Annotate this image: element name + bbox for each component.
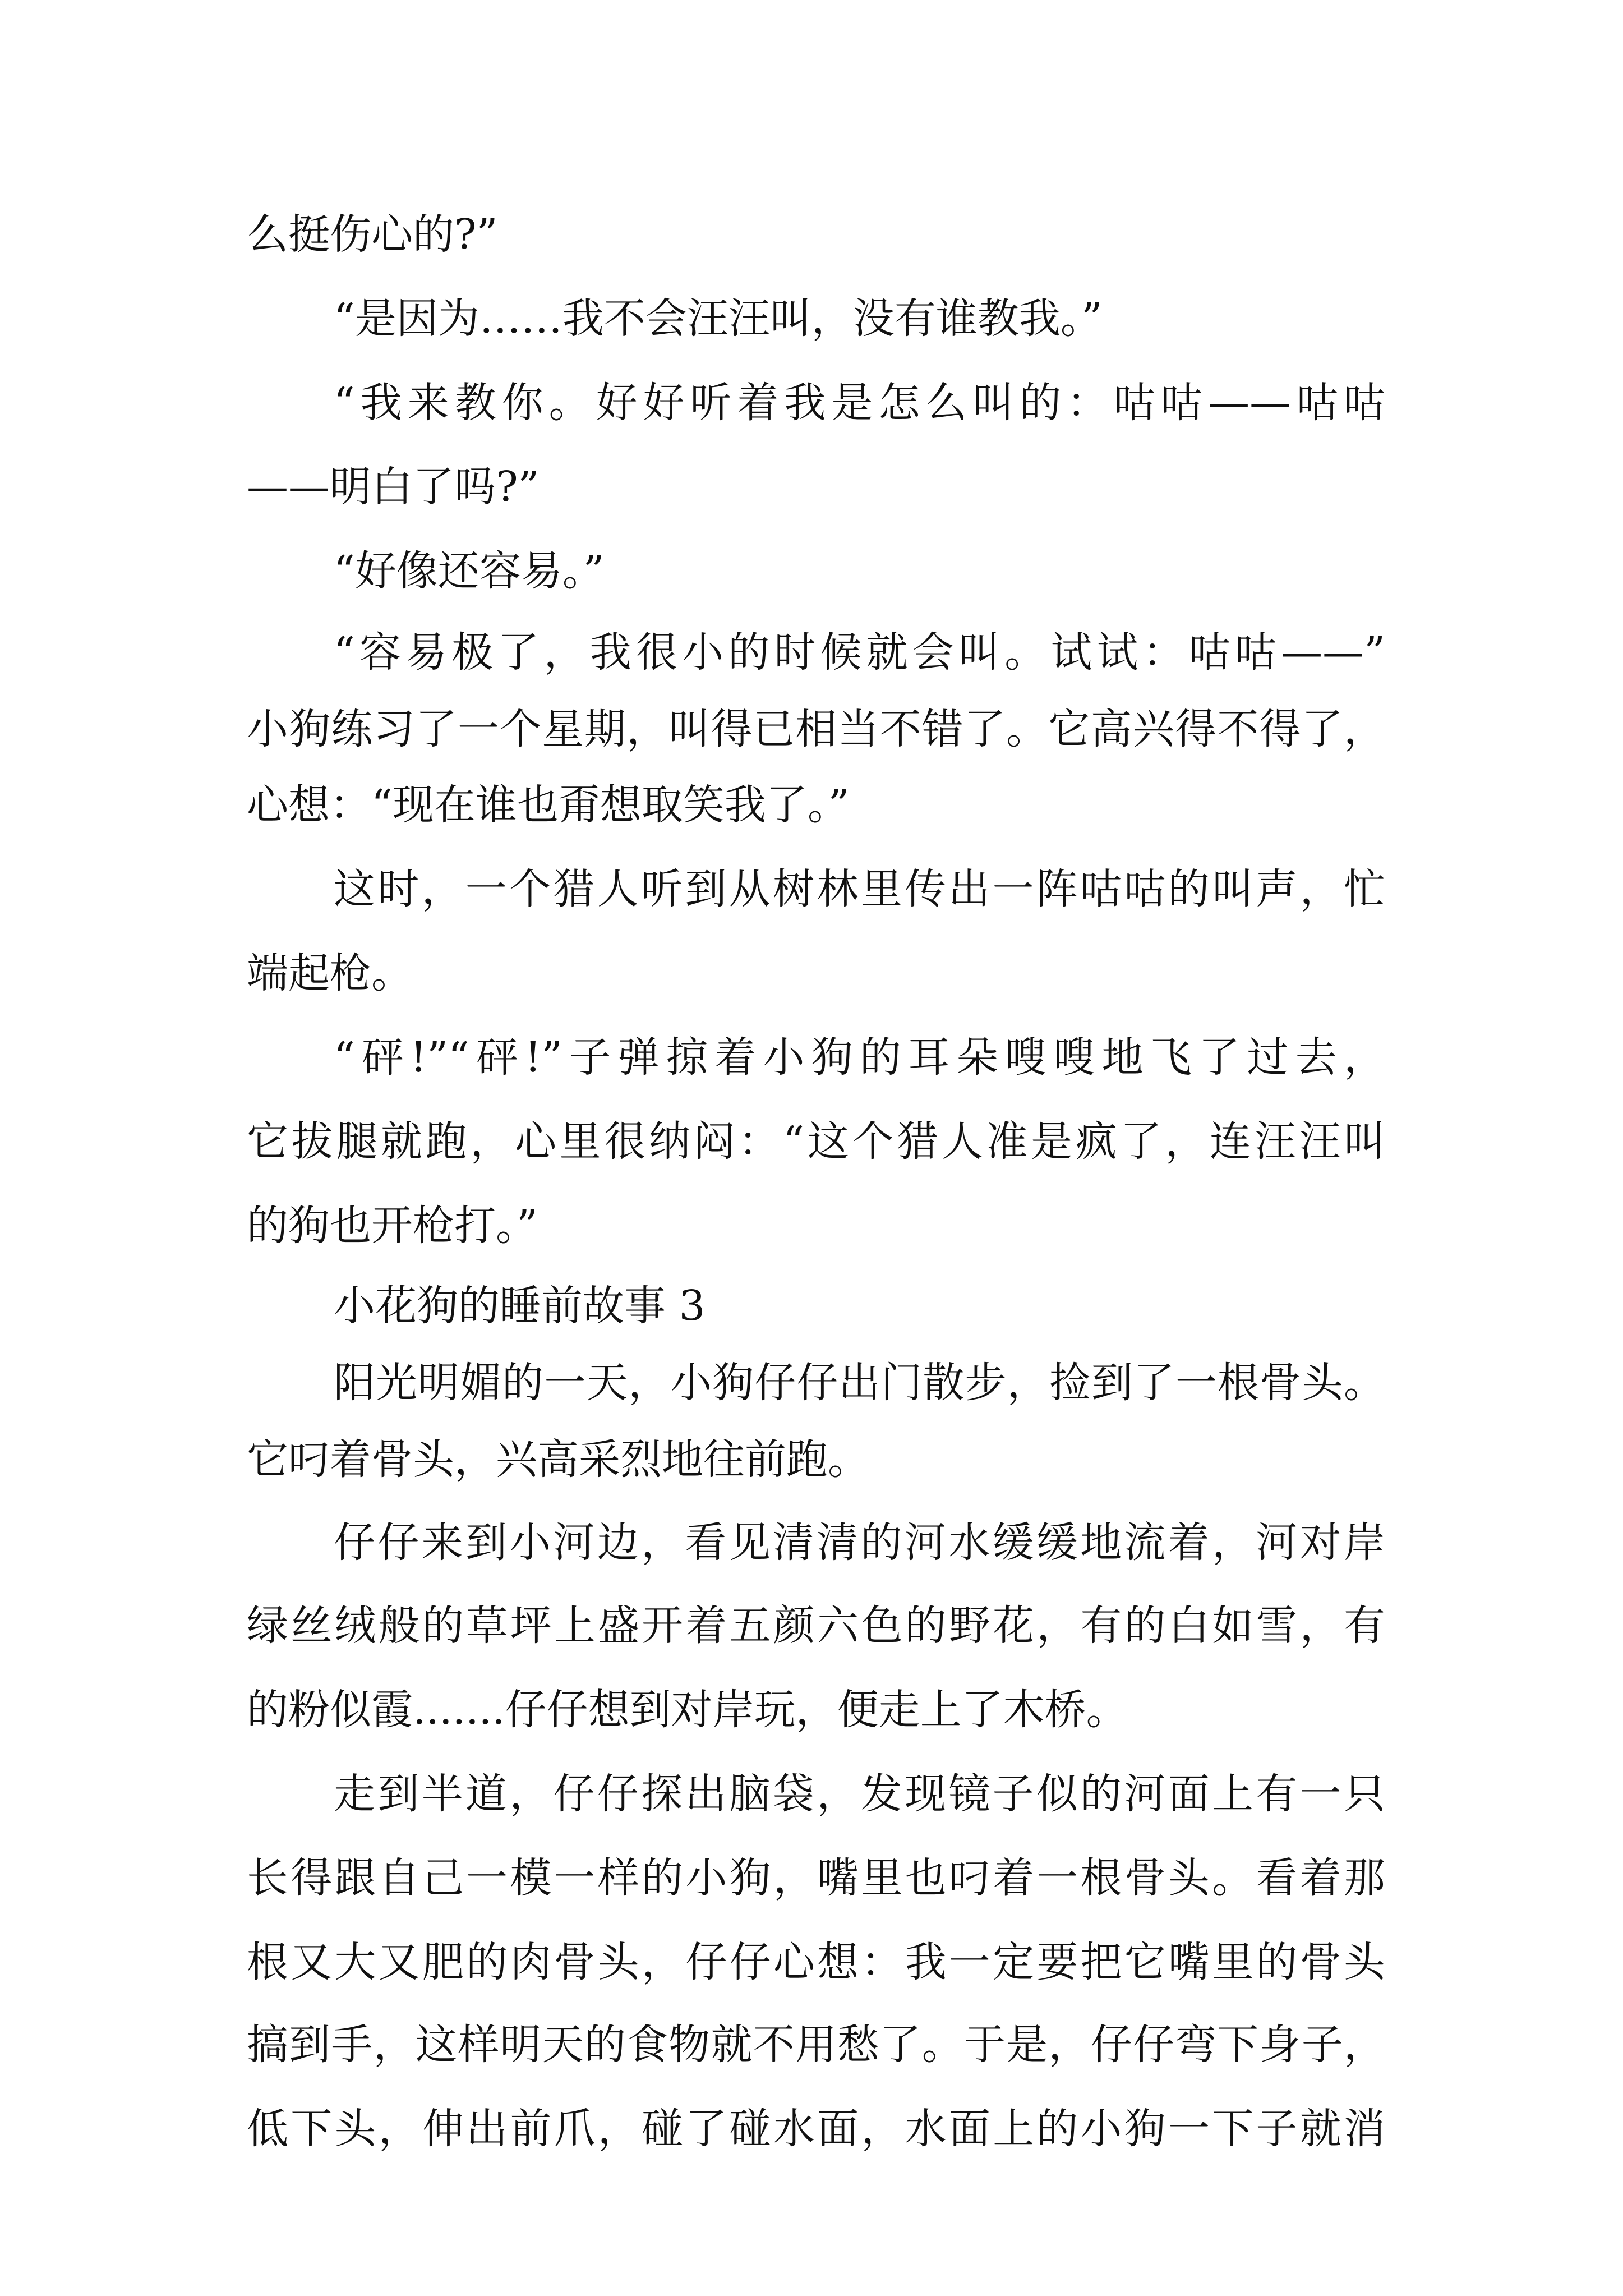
text-line: 搞到手，这样明天的食物就不用愁了。于是，仔仔弯下身子， [247,2021,1385,2069]
text-line: 它拔腿就跑，心里很纳闷：“这个猎人准是疯了，连汪汪叫 [247,1117,1385,1166]
text-line: 走到半道，仔仔探出脑袋，发现镜子似的河面上有一只 [334,1770,1385,1818]
text-line: 这时，一个猎人听到从树林里传出一阵咕咕的叫声，忙 [334,865,1385,913]
text-line: “好像还容易。” [334,547,605,595]
text-line: “容易极了，我很小的时候就会叫。试试：咕咕——” [334,628,1385,677]
text-line: ——明白了吗?” [247,463,540,511]
text-line: 长得跟自己一模一样的小狗，嘴里也叼着一根骨头。看着那 [247,1854,1385,1902]
text-line: 的粉似霞.......仔仔想到对岸玩，便走上了木桥。 [247,1686,1128,1734]
text-line: 绿丝绒般的草坪上盛开着五颜六色的野花，有的白如雪，有 [247,1602,1385,1650]
text-line: “砰!”“砰!”子弹掠着小狗的耳朵嗖嗖地飞了过去， [334,1033,1385,1082]
text-line: 它叼着骨头，兴高采烈地往前跑。 [247,1435,869,1484]
text-line: 小狗练习了一个星期，叫得已相当不错了。它高兴得不得了， [247,705,1385,753]
text-line: 么挺伤心的?” [247,210,498,259]
text-line: 端起枪。 [247,949,413,997]
text-line: 低下头，伸出前爪，碰了碰水面，水面上的小狗一下子就消 [247,2105,1385,2153]
text-line: “是因为……我不会汪汪叫，没有谁教我。” [334,295,1103,343]
section-heading: 小花狗的睡前故事 3 [334,1282,706,1330]
text-line: 阳光明媚的一天，小狗仔仔出门散步，捡到了一根骨头。 [334,1359,1385,1407]
text-line: 仔仔来到小河边，看见清清的河水缓缓地流着，河对岸 [334,1519,1385,1567]
text-line: 心想：“现在谁也甭想取笑我了。” [247,781,850,829]
text-line: “我来教你。好好听着我是怎么叫的：咕咕——咕咕 [334,379,1385,427]
text-line: 根又大又肥的肉骨头，仔仔心想：我一定要把它嘴里的骨头 [247,1938,1385,1986]
text-line: 的狗也开枪打。” [247,1202,538,1250]
